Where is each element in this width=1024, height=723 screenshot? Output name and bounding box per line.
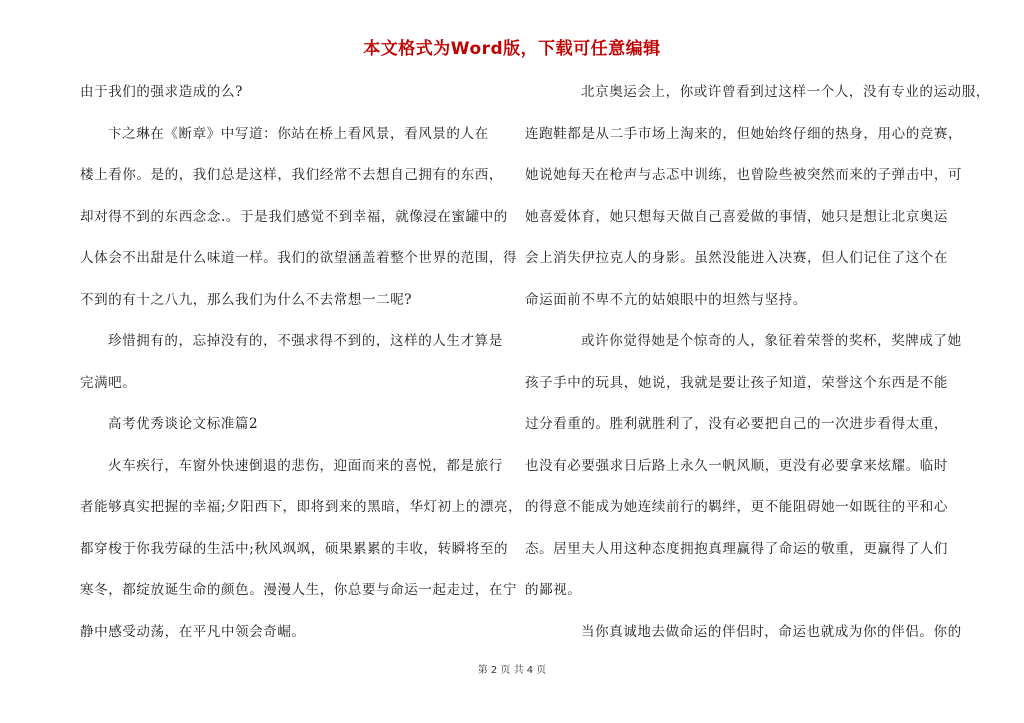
- text-line: 或许你觉得她是个惊奇的人，象征着荣誉的奖杯，奖牌成了她: [581, 333, 962, 349]
- text-line: 静中感受动荡，在平凡中领会奇崛。: [80, 623, 306, 640]
- text-line: 寒冬，都绽放诞生命的颜色。漫漫人生，你总要与命运一起走过，在宁: [80, 582, 518, 598]
- text-line: 人体会不出甜是什么味道一样。我们的欲望涵盖着整个世界的范围，得: [80, 250, 518, 266]
- text-line: 珍惜拥有的，忘掉没有的，不强求得不到的，这样的人生才算是: [108, 333, 503, 349]
- text-line: 的得意不能成为她连续前行的羁绊，更不能阻碍她一如既往的平和心: [525, 499, 948, 515]
- text-line: 会上消失伊拉克人的身影。虽然没能进入决赛，但人们记住了这个在: [525, 250, 948, 266]
- text-line: 孩子手中的玩具，她说，我就是要让孩子知道，荣誉这个东西是不能: [525, 374, 948, 391]
- text-line: 北京奥运会上，你或许曾看到过这样一个人，没有专业的运动服，: [581, 84, 990, 100]
- text-line: 楼上看你。是的，我们总是这样，我们经常不去想自己拥有的东西，: [80, 167, 503, 183]
- text-line: 她喜爱体育，她只想每天做自己喜爱做的事情，她只是想让北京奥运: [525, 208, 948, 225]
- text-line: 过分看重的。胜利就胜利了，没有必要把自己的一次进步看得太重，: [525, 416, 948, 432]
- text-line: 的鄙视。: [525, 582, 582, 598]
- text-line: 者能够真实把握的幸福;夕阳西下，即将到来的黑暗，华灯初上的漂亮，: [80, 499, 523, 515]
- text-line: 都穿梭于你我劳碌的生活中;秋风飒飒，硕果累累的丰收，转瞬将至的: [80, 540, 509, 557]
- left-text-column: [80, 78, 523, 659]
- text-line: 连跑鞋都是从二手市场上淘来的，但她始终仔细的热身，用心的竞赛，: [525, 125, 963, 142]
- right-text-column: [525, 78, 990, 659]
- text-line: 态。居里夫人用这种态度拥抱真理赢得了命运的敬重，更赢得了人们: [525, 540, 948, 557]
- text-line: 卞之琳在《断章》中写道：你站在桥上看风景，看风景的人在: [108, 125, 489, 142]
- document-header-title: 本文格式为Word版，下载可任意编辑: [363, 39, 661, 59]
- section-heading: 高考优秀谈论文标准篇2: [108, 416, 259, 432]
- text-line: 火车疾行，车窗外快速倒退的悲伤，迎面而来的喜悦，都是旅行: [108, 457, 503, 474]
- text-line: 由于我们的强求造成的么?: [80, 84, 243, 100]
- text-line: 也没有必要强求日后路上永久一帆风顺，更没有必要拿来炫耀。临时: [525, 457, 948, 474]
- text-line: 不到的有十之八九，那么我们为什么不去常想一二呢?: [80, 291, 413, 308]
- page-number-footer: 第 2 页 共 4 页: [477, 665, 547, 676]
- text-line: 完满吧。: [80, 374, 137, 391]
- text-line: 当你真诚地去做命运的伴侣时，命运也就成为你的伴侣。你的: [581, 623, 962, 640]
- text-line: 却对得不到的东西念念.。于是我们感觉不到幸福，就像浸在蜜罐中的: [80, 208, 508, 225]
- text-line: 她说她每天在枪声与忐忑中训练，也曾险些被突然而来的子弹击中，可: [525, 167, 963, 183]
- text-line: 命运面前不卑不亢的姑娘眼中的坦然与坚持。: [525, 291, 807, 308]
